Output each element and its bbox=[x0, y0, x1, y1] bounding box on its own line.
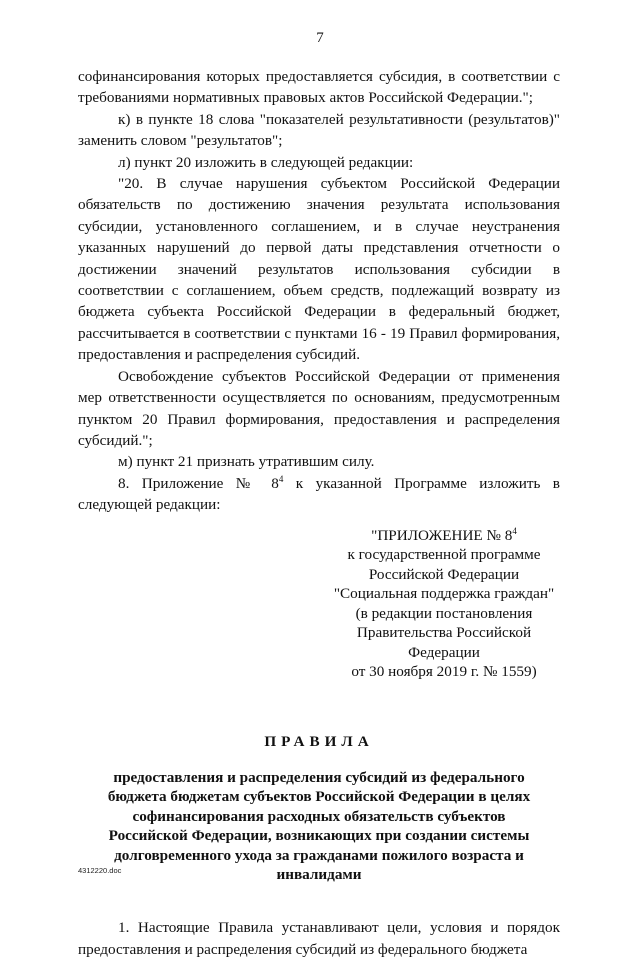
appendix-line: Правительства Российской Федерации bbox=[356, 624, 532, 661]
footer-filename: 4312220.doc bbox=[78, 866, 122, 875]
superscript: 4 bbox=[512, 525, 517, 536]
paragraph: "20. В случае нарушения субъектом Российской Федерации обязательств по достижению значения результата использования субсидии, установленного соглашением, и в случае неустранения указанных нарушений до первой даты представления отчетности о достижении значений результатов использования субсидии в соответствии с соглашением, объем средств, подлежащий возврату из бюджета субъекта Российской Федерации в федеральный бюджет, рассчитывается в соответствии с пунктами 16 - 19 Правил формирования, предоставления и распределения субсидий. bbox=[78, 175, 560, 364]
page-number: 7 bbox=[316, 30, 324, 46]
appendix-heading bbox=[371, 527, 517, 544]
appendix-block bbox=[328, 526, 560, 682]
paragraph bbox=[78, 473, 560, 516]
paragraph-text: 8. Приложение № 8 bbox=[118, 474, 279, 492]
paragraph: 1. Настоящие Правила устанавливают цели, условия и порядок предоставления и распределения субсидий из федерального бюджета bbox=[78, 919, 560, 958]
document-body bbox=[78, 66, 560, 960]
paragraph: л) пункт 20 изложить в следующей редакции: bbox=[118, 153, 414, 171]
paragraph: к) в пункте 18 слова "показателей результативности (результатов)" заменить словом "результатов"; bbox=[78, 110, 560, 150]
appendix-line: Российской Федерации bbox=[368, 565, 520, 583]
rules-subtitle: предоставления и распределения субсидий из федерального бюджета бюджетам субъектов Российской Федерации в целях софинансирования расходных обязательств субъектов Российской Федерации, возникающих при создании системы долговременного ухода за гражданами пожилого возраста и инвалидами bbox=[107, 768, 531, 883]
paragraph-text: к указанной Программе изложить в следующей редакции: bbox=[78, 474, 560, 514]
appendix-heading-text: "ПРИЛОЖЕНИЕ № 8 bbox=[371, 526, 513, 544]
rules-title: ПРАВИЛА bbox=[264, 732, 374, 750]
appendix-line: "Социальная поддержка граждан" bbox=[333, 585, 555, 603]
paragraph: Освобождение субъектов Российской Федерации от применения мер ответственности осуществляется по основаниям, предусмотренным пунктом 20 Правил формирования, предоставления и распределения субсидий."; bbox=[78, 367, 560, 449]
appendix-line: к государственной программе bbox=[347, 546, 541, 564]
paragraph: софинансирования которых предоставляется субсидия, в соответствии с требованиями нормативных правовых актов Российской Федерации."; bbox=[78, 68, 560, 107]
superscript: 4 bbox=[278, 473, 284, 484]
appendix-line: от 30 ноября 2019 г. № 1559) bbox=[351, 663, 537, 681]
paragraph: м) пункт 21 признать утратившим силу. bbox=[118, 453, 375, 471]
appendix-line: (в редакции постановления bbox=[355, 604, 533, 622]
